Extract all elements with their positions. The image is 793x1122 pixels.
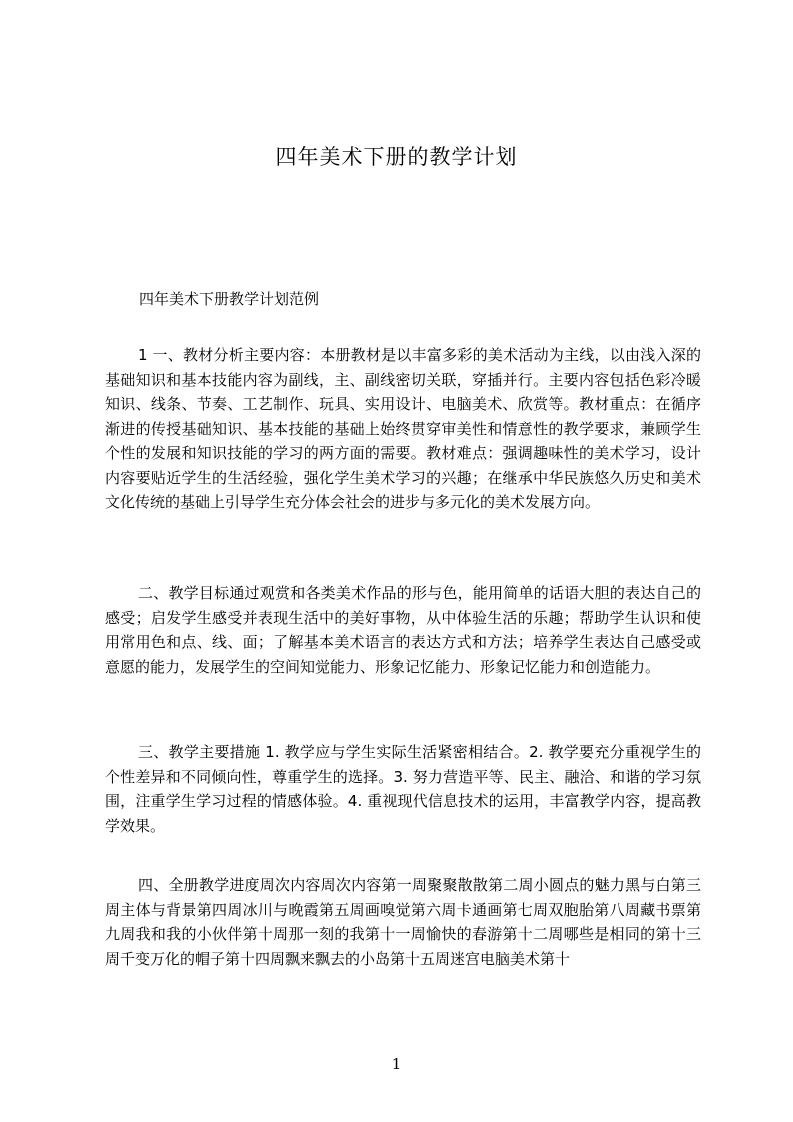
- paragraph-teaching-schedule: 四、全册教学进度周次内容周次内容第一周聚聚散散第二周小圆点的魅力黑与白第三周主体与背景第四周冰川与晚霞第五周画嗅觉第六周卡通画第七周双胞胎第八周藏书票第九周我和我的小伙伴第十周那一刻的我第十一周愉快的春游第十二周哪些是相同的第十三周千变万化的帽子第十四周飘来飘去的小岛第十五周迷宫电脑美术第十: [105, 876, 701, 968]
- paragraph-teaching-goals: 二、教学目标通过观赏和各类美术作品的形与色，能用简单的话语大胆的表达自己的感受；启发学生感受并表现生活中的美好事物，从中体验生活的乐趣；帮助学生认识和使用常用色和点、线、面；了解基本美术语言的表达方式和方法；培养学生表达自己感受或意愿的能力，发展学生的空间知觉能力、形象记忆能力、形象记忆能力和创造能力。: [105, 584, 701, 676]
- document-subtitle: 四年美术下册教学计划范例: [139, 290, 320, 308]
- paragraph-textbook-analysis: 1 一、教材分析主要内容：本册教材是以丰富多彩的美术活动为主线，以由浅入深的基础知识和基本技能内容为副线，主、副线密切关联，穿插并行。主要内容包括色彩冷暖知识、线条、节奏、工艺制作、玩具、实用设计、电脑美术、欣赏等。教材重点：在循序渐进的传授基础知识、基本技能的基础上始终贯穿审美性和情意性的教学要求，兼顾学生个性的发展和知识技能的学习的两方面的需要。教材难点：强调趣味性的美术学习，设计内容要贴近学生的生活经验，强化学生美术学习的兴趣；在继承中华民族悠久历史和美术文化传统的基础上引导学生充分体会社会的进步与多元化的美术发展方向。: [105, 346, 701, 511]
- paragraph-teaching-measures: 三、教学主要措施 1. 教学应与学生实际生活紧密相结合。2. 教学要充分重视学生的个性差异和不同倾向性，尊重学生的选择。3. 努力营造平等、民主、融洽、和谐的学习氛围，注重学生学习过程的情感体验。4. 重视现代信息技术的运用，丰富教学内容，提高教学效果。: [105, 743, 701, 835]
- page-title: 四年美术下册的教学计划: [275, 145, 518, 169]
- page-number: 1: [391, 1055, 402, 1073]
